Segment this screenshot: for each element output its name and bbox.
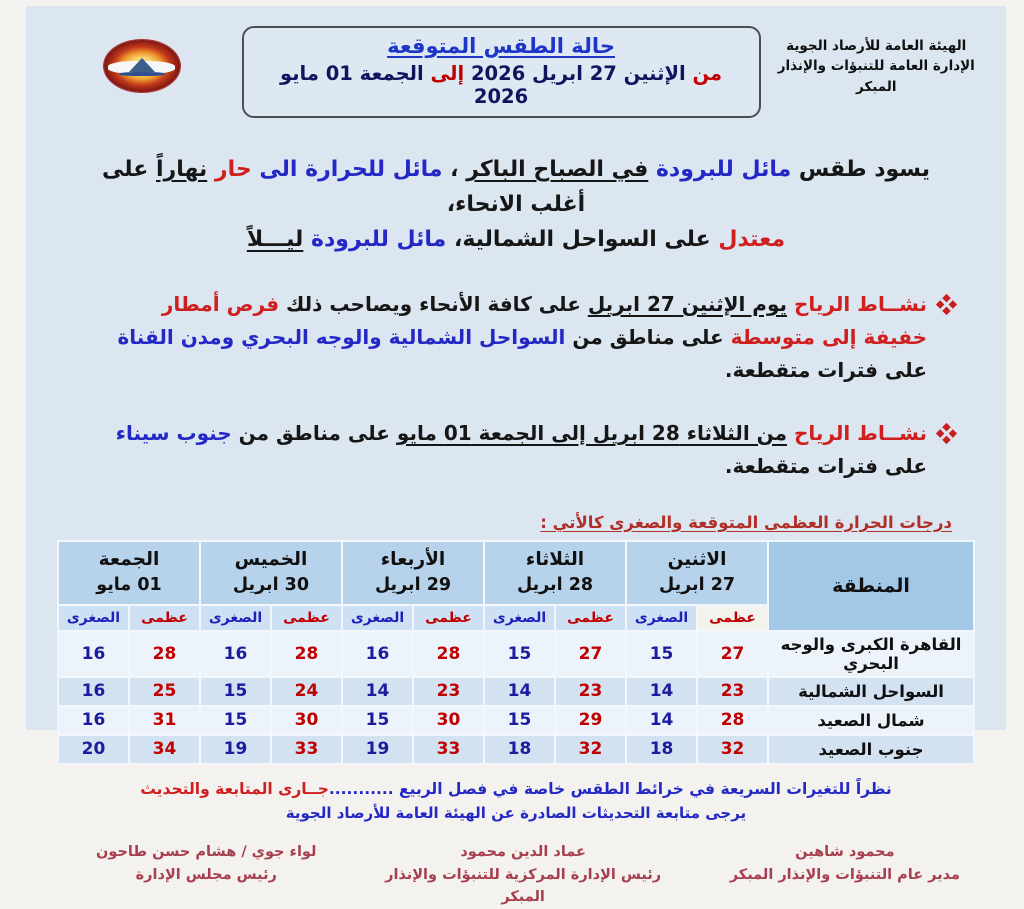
min-temp: 19 bbox=[200, 735, 271, 764]
date-to-label: إلى bbox=[430, 62, 465, 85]
max-temp: 29 bbox=[555, 706, 626, 735]
max-temp: 33 bbox=[413, 735, 484, 764]
max-temp: 27 bbox=[555, 631, 626, 677]
min-temp: 14 bbox=[626, 677, 697, 706]
max-subheader: عظمى bbox=[413, 605, 484, 631]
min-temp: 16 bbox=[200, 631, 271, 677]
min-temp: 15 bbox=[200, 706, 271, 735]
weather-bulletin-document bbox=[26, 6, 1006, 906]
min-subheader: الصغرى bbox=[342, 605, 413, 631]
max-temp: 27 bbox=[697, 631, 768, 677]
wind-activity-bullet-2: نشــاط الرياح من الثلاثاء 28 ابريل إلى الجمعة 01 مايو على مناطق من جنوب سيناء على فترات متقطعة. bbox=[106, 417, 954, 483]
diamond-bullet-icon bbox=[936, 293, 957, 314]
document-header bbox=[26, 6, 1006, 118]
min-temp: 16 bbox=[58, 631, 129, 677]
max-temp: 32 bbox=[555, 735, 626, 764]
region-column-header: المنطقة bbox=[768, 541, 974, 631]
max-temp: 23 bbox=[413, 677, 484, 706]
min-temp: 14 bbox=[342, 677, 413, 706]
min-temp: 20 bbox=[58, 735, 129, 764]
signature-board-chairman: لواء جوي / هشام حسن طاحون رئيس مجلس الإدارة bbox=[96, 844, 317, 883]
region-name: السواحل الشمالية bbox=[768, 677, 974, 706]
signature-forecast-director: محمود شاهين مدير عام التنبؤات والإنذار المبكر bbox=[729, 844, 960, 883]
max-temp: 28 bbox=[129, 631, 200, 677]
max-temp: 23 bbox=[555, 677, 626, 706]
max-temp: 25 bbox=[129, 677, 200, 706]
max-subheader: عظمى bbox=[555, 605, 626, 631]
logo-area bbox=[42, 22, 242, 92]
min-subheader: الصغرى bbox=[58, 605, 129, 631]
max-temp: 30 bbox=[413, 706, 484, 735]
page-title: حالة الطقس المتوقعة bbox=[387, 34, 615, 58]
region-name: جنوب الصعيد bbox=[768, 735, 974, 764]
table-caption: درجات الحرارة العظمى المتوقعة والصغرى كالأتي : bbox=[540, 512, 952, 532]
region-name: شمال الصعيد bbox=[768, 706, 974, 735]
wind-activity-section bbox=[106, 288, 954, 483]
max-temp: 24 bbox=[271, 677, 342, 706]
max-subheader: عظمى bbox=[129, 605, 200, 631]
max-temp: 31 bbox=[129, 706, 200, 735]
signature-central-admin-head: عماد الدين محمود رئيس الإدارة المركزية للتنبؤات والإنذار المبكر bbox=[385, 844, 662, 906]
min-temp: 15 bbox=[342, 706, 413, 735]
min-subheader: الصغرى bbox=[484, 605, 555, 631]
table-row bbox=[58, 677, 974, 706]
table-row bbox=[58, 735, 974, 764]
meteorological-authority-emblem-icon bbox=[104, 40, 180, 92]
table-row bbox=[58, 706, 974, 735]
max-temp: 23 bbox=[697, 677, 768, 706]
min-temp: 16 bbox=[342, 631, 413, 677]
max-temp: 32 bbox=[697, 735, 768, 764]
day-header-tuesday: الثلاثاء 28 ابريل bbox=[484, 541, 626, 605]
max-temp: 28 bbox=[697, 706, 768, 735]
day-header-friday: الجمعة 01 مايو bbox=[58, 541, 200, 605]
day-header-thursday: الخميس 30 ابريل bbox=[200, 541, 342, 605]
min-temp: 16 bbox=[58, 677, 129, 706]
organization-name bbox=[761, 22, 993, 97]
min-temp: 16 bbox=[58, 706, 129, 735]
region-name: القاهرة الكبرى والوجه البحري bbox=[768, 631, 974, 677]
title-box bbox=[242, 26, 761, 118]
min-temp: 18 bbox=[484, 735, 555, 764]
org-line2: الإدارة العامة للتنبؤات والإنذار المبكر bbox=[777, 58, 975, 95]
date-from: الإثنين 27 ابريل 2026 bbox=[470, 62, 686, 85]
max-temp: 28 bbox=[413, 631, 484, 677]
day-header-wednesday: الأربعاء 29 ابريل bbox=[342, 541, 484, 605]
min-temp: 14 bbox=[626, 706, 697, 735]
max-temp: 30 bbox=[271, 706, 342, 735]
min-temp: 15 bbox=[484, 631, 555, 677]
min-temp: 18 bbox=[626, 735, 697, 764]
min-subheader: الصغرى bbox=[626, 605, 697, 631]
forecast-summary: يسود طقس مائل للبرودة في الصباح الباكر ، مائل للحرارة الى حار نهاراً على أغلب الانحاء، معتدل على السواحل الشمالية، مائل للبرودة ليـــلاً bbox=[102, 157, 930, 253]
max-temp: 28 bbox=[271, 631, 342, 677]
max-subheader: عظمى bbox=[697, 605, 768, 631]
date-from-label: من bbox=[692, 62, 723, 85]
min-temp: 15 bbox=[626, 631, 697, 677]
date-range bbox=[252, 62, 751, 108]
signatures-row bbox=[96, 841, 960, 908]
date-to: الجمعة 01 مايو 2026 bbox=[280, 62, 529, 108]
update-note: نظراً للتغيرات السريعة في خرائط الطقس خاصة في فصل الربيع ...........جــارى المتابعة والتحديث يرجى متابعة التحديثات الصادرة عن الهيئة العامة للأرصاد الجوية bbox=[26, 777, 1006, 826]
min-subheader: الصغرى bbox=[200, 605, 271, 631]
max-subheader: عظمى bbox=[271, 605, 342, 631]
follow-updates-note: يرجى متابعة التحديثات الصادرة عن الهيئة العامة للأرصاد الجوية bbox=[285, 804, 747, 823]
table-day-header-row bbox=[58, 541, 974, 605]
max-temp: 33 bbox=[271, 735, 342, 764]
org-line1: الهيئة العامة للأرصاد الجوية bbox=[786, 38, 967, 54]
diamond-bullet-icon bbox=[936, 422, 957, 443]
min-temp: 19 bbox=[342, 735, 413, 764]
day-header-monday: الاثنين 27 ابريل bbox=[626, 541, 768, 605]
temperature-table bbox=[57, 540, 975, 765]
wind-activity-bullet-1: نشــاط الرياح يوم الإثنين 27 ابريل على كافة الأنحاء ويصاحب ذلك فرص أمطار خفيفة إلى متوسطة على مناطق من السواحل الشمالية والوجه البحري ومدن القناة على فترات متقطعة. bbox=[106, 288, 954, 387]
table-row bbox=[58, 631, 974, 677]
min-temp: 14 bbox=[484, 677, 555, 706]
max-temp: 34 bbox=[129, 735, 200, 764]
min-temp: 15 bbox=[484, 706, 555, 735]
min-temp: 15 bbox=[200, 677, 271, 706]
